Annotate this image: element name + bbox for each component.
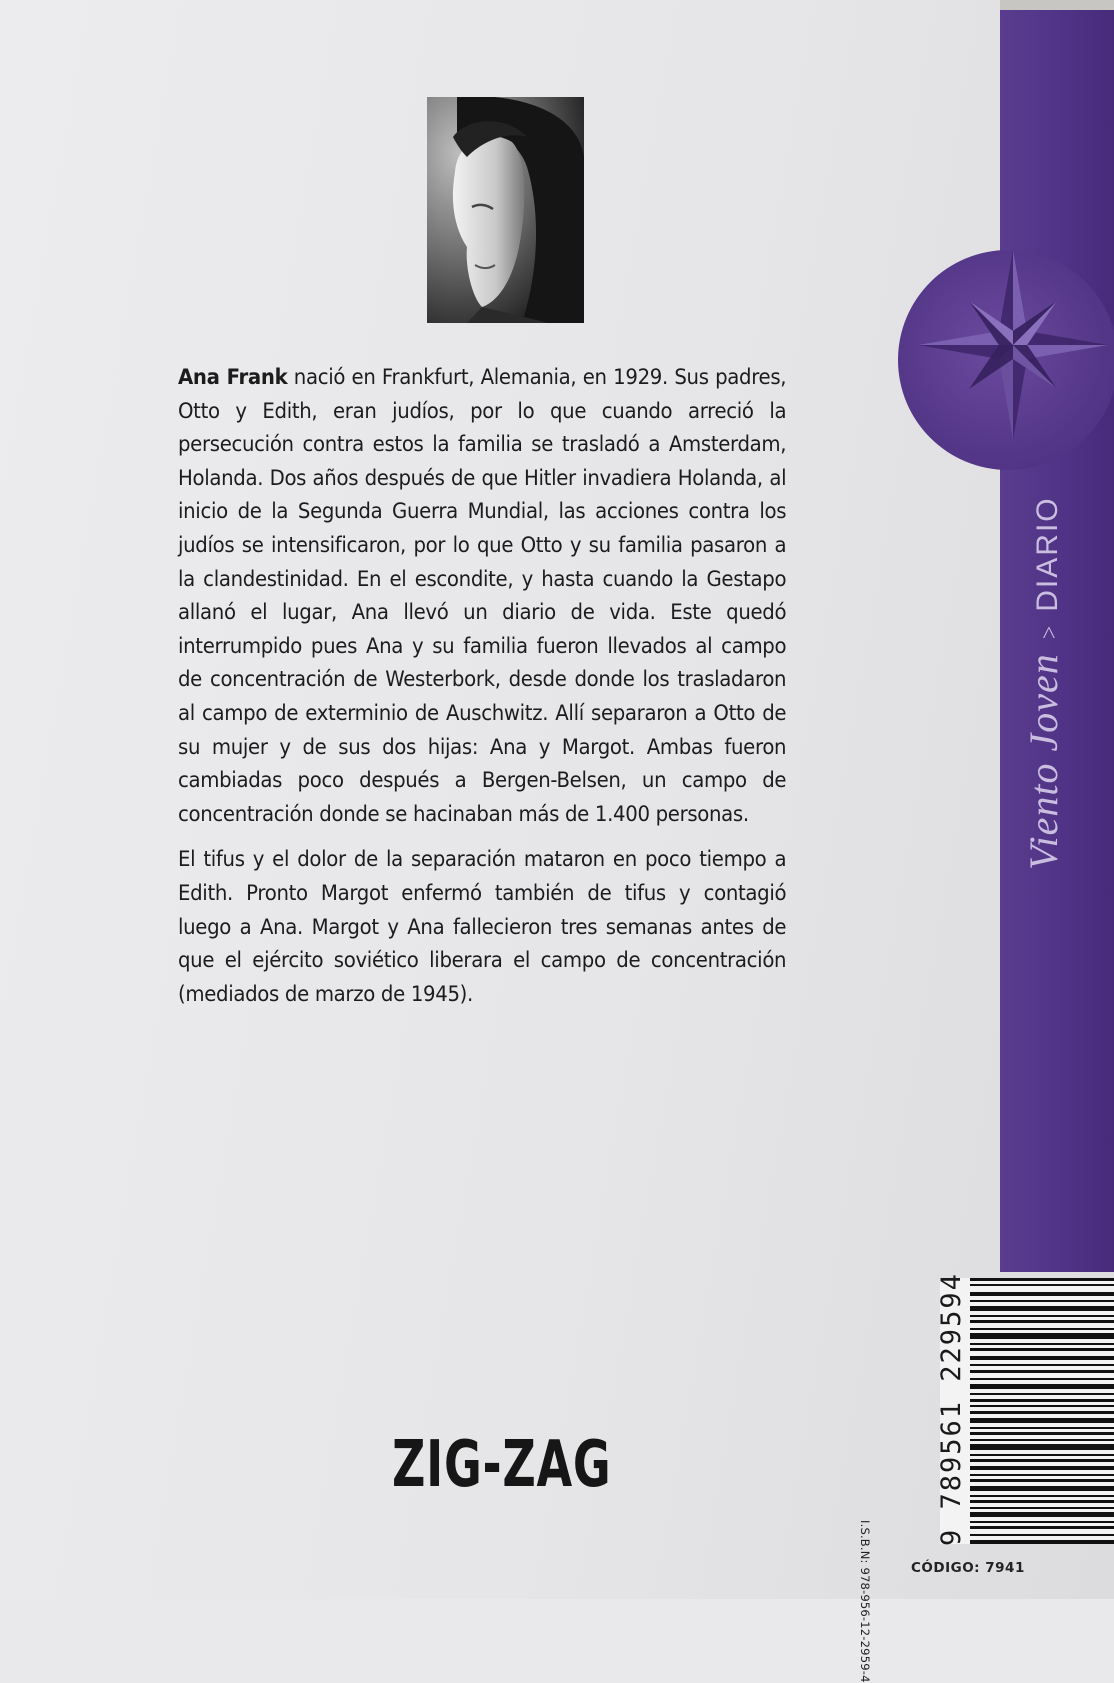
- cover-top-edge: [1000, 0, 1114, 10]
- series-name: Viento Joven: [1021, 653, 1066, 870]
- author-name: Ana Frank: [178, 364, 288, 389]
- isbn-label: I.S.B.N: 978-956-12-2959-4: [858, 1520, 872, 1683]
- synopsis-paragraph-2: El tifus y el dolor de la separación mataron en poco tiempo a Edith. Pronto Margot enfermó también de tifus y contagió luego a Ana. Margot y Ana fallecieron tres semanas antes de que el ejército soviético liberara el campo de concentración (mediados de marzo de 1945).: [178, 846, 787, 1006]
- separator-icon: >: [1037, 625, 1063, 640]
- genre-label: DIARIO: [1031, 496, 1064, 612]
- paragraph-1-text: nació en Frankfurt, Alemania, en 1929. Sus padres, Otto y Edith, eran judíos, por lo que cuando arreció la persecución contra estos la familia se trasladó a Amsterdam, Holanda. Dos años después de que Hitler invadiera Holanda, al inicio de la Segunda Guerra Mundial, las acciones contra los judíos se intensificaron, por lo que Otto y su familia pasaron a la clandestinidad. En el escondite, y hasta cuando la Gestapo allanó el lugar, Ana llevó un diario de vida. Este quedó interrumpido pues Ana y su familia fueron llevados al campo de concentración de Westerbork, desde donde los trasladaron al campo de exterminio de Auschwitz. Allí separaron a Otto de su mujer y de sus dos hijas: Ana y Margot. Ambas fueron cambiadas poco después a Bergen-Belsen, un campo de concentración donde se hacinaban más de 1.400 personas.: [178, 364, 787, 826]
- synopsis-paragraph-1: [178, 360, 786, 830]
- portrait-photo: [427, 97, 584, 323]
- product-code: CÓDIGO: 7941: [911, 1560, 1025, 1576]
- spine-title: [1020, 496, 1067, 870]
- synopsis-text: [178, 360, 786, 1022]
- portrait-image: [427, 97, 584, 323]
- publisher-logo: ZIG-ZAG: [392, 1428, 612, 1502]
- star-emblem: [898, 250, 1114, 470]
- barcode-digits: 9 789561 229594: [936, 1272, 967, 1546]
- star-icon: [898, 250, 1114, 470]
